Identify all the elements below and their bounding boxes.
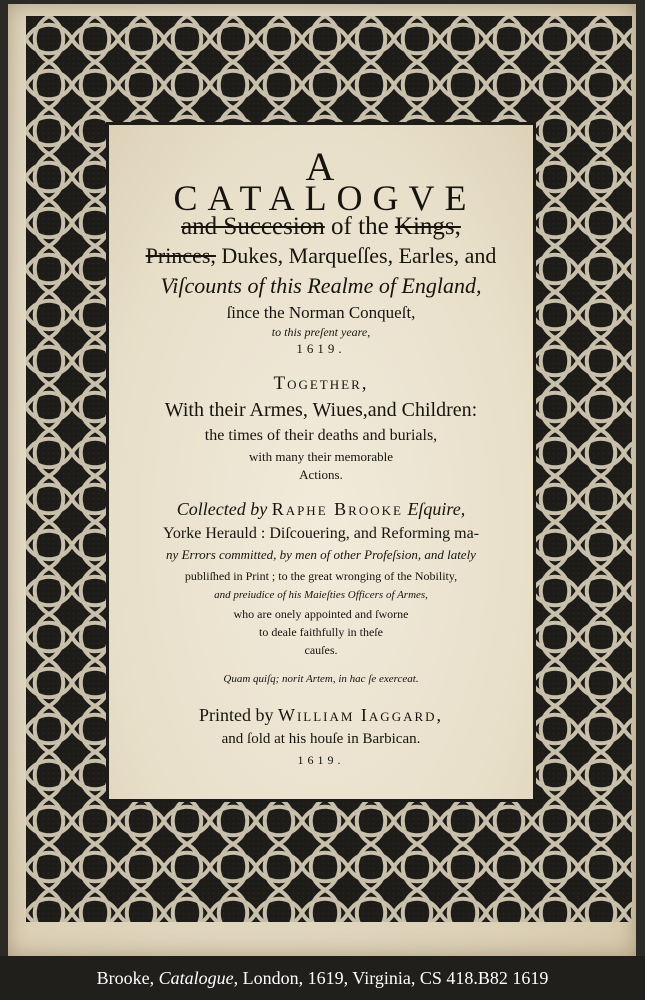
title-appointed: who are onely appointed and ſworne xyxy=(233,607,409,621)
title-of-the: of the xyxy=(331,213,389,240)
title-norman-conquest: ſince the Norman Conqueſt, xyxy=(226,303,416,322)
title-viscounts: Viſcounts of this Realme of England, xyxy=(160,273,482,298)
title-barbican: and ſold at his houſe in Barbican. xyxy=(221,731,421,747)
title-present-year: to this preſent yeare, xyxy=(271,325,371,339)
title-collected-by xyxy=(109,499,533,520)
title-year-1: 1619. xyxy=(296,341,346,356)
title-year-2: 1619. xyxy=(297,753,345,767)
title-line-3 xyxy=(109,213,533,241)
title-yorke-herauld: Yorke Herauld : Diſcouering, and Reforming ma- xyxy=(162,525,480,542)
title-printed-by xyxy=(109,705,533,726)
title-letter-a: A xyxy=(305,144,337,189)
title-panel xyxy=(106,122,536,802)
book-page xyxy=(8,4,636,956)
title-together: Together, xyxy=(273,373,369,394)
caption-author: Brooke, xyxy=(96,968,155,988)
title-deaths-burials: the times of their deaths and burials, xyxy=(204,427,438,444)
struck-princes: Princes, xyxy=(145,243,216,268)
title-published: publiſhed in Print ; to the great wronging of the Nobility, xyxy=(184,569,458,583)
title-memorable: with many their memorable xyxy=(248,449,394,464)
title-causes: cauſes. xyxy=(304,643,338,657)
title-motto: Quam quiſq; norit Artem, in hac ſe exerceat. xyxy=(223,673,419,685)
struck-kings: Kings, xyxy=(394,213,461,240)
title-dukes: Dukes, Marqueſſes, Earles, and xyxy=(221,243,497,268)
caption-details: , London, 1619, Virginia, CS 418.B82 1619 xyxy=(233,968,549,988)
caption-bar xyxy=(0,956,645,1000)
title-catalogue: CATALOGVE xyxy=(173,178,477,218)
title-errors: ny Errors committed, by men of other Profeſsion, and lately xyxy=(166,547,476,562)
title-actions: Actions. xyxy=(299,467,343,482)
esquire-text: Eſquire, xyxy=(407,499,466,519)
title-armes-wives: With their Armes, Wiues,and Children: xyxy=(164,399,478,421)
collected-by-text: Collected by xyxy=(176,499,268,519)
caption-title: Catalogue xyxy=(158,968,234,988)
struck-succession: and Succesion xyxy=(181,213,325,240)
title-faithfully: to deale faithfully in theſe xyxy=(259,625,383,639)
title-line-4 xyxy=(109,243,533,269)
title-officers: and preiudice of his Maieſties Officers of Armes, xyxy=(214,589,428,601)
author-name: Raphe Brooke xyxy=(271,499,403,519)
printer-name: William Iaggard, xyxy=(277,705,444,725)
printed-by-text: Printed by xyxy=(198,705,274,725)
